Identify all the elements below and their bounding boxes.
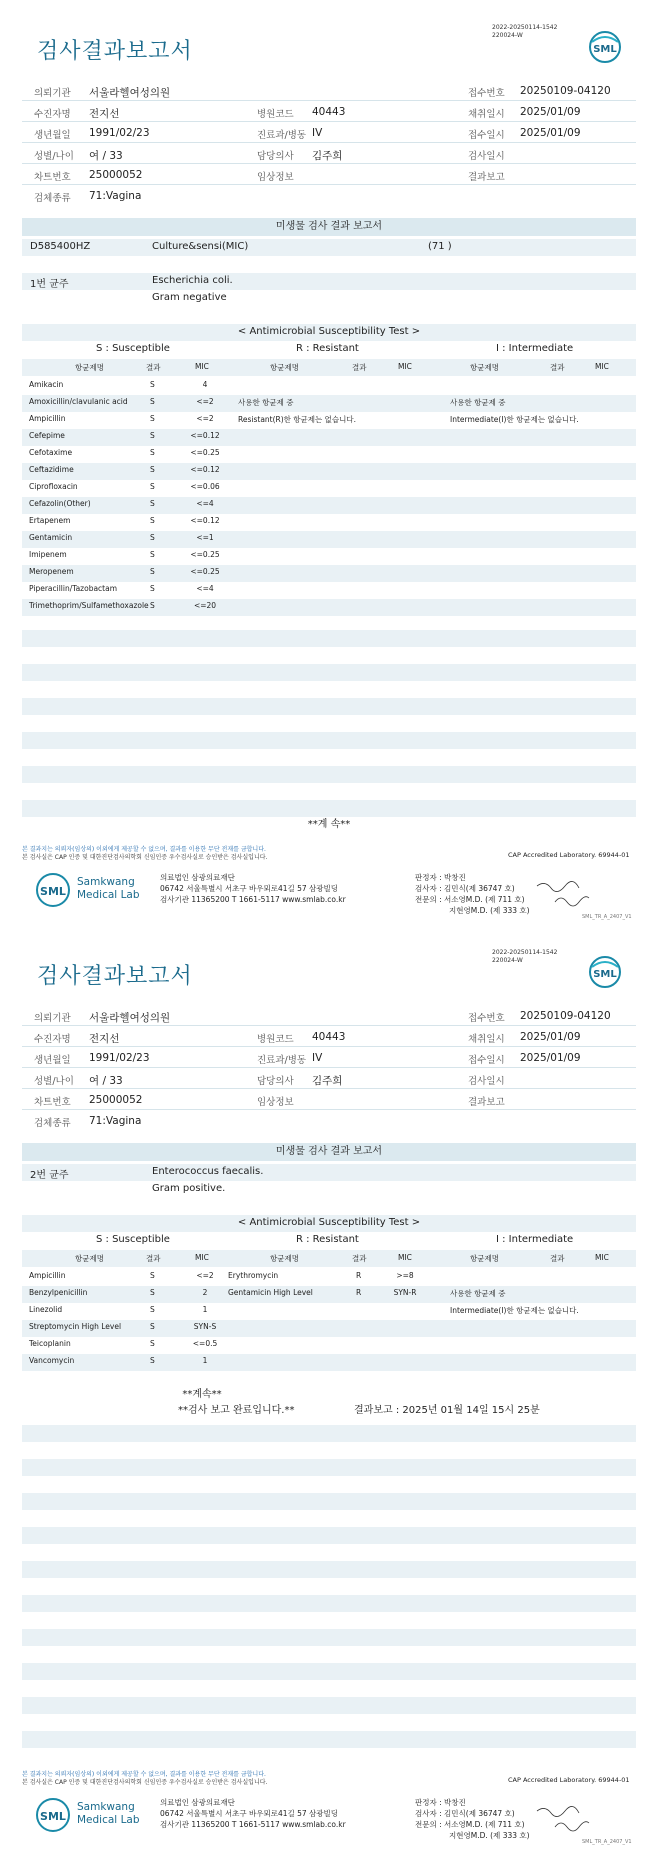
legend-susceptible: S : Susceptible (96, 1234, 170, 1245)
document-number: 2022-20250114-1542 220024-W (492, 24, 558, 39)
legend-resistant: R : Resistant (296, 343, 359, 354)
test-code: D585400HZ (30, 241, 91, 252)
row-band (22, 1354, 636, 1371)
drug-mic: <=2 (196, 1271, 214, 1280)
patient-info: 의뢰기관 서울라헬여성의원 접수번호 20250109-04120 수진자명 전지선 병원코드 40443 채취일시 2025/01/09 생년월일 1991/02/23 진료과/병동 IV 접수일시 2025/01/09 성별/나이 여 / 33 담당의사 김주희 검사일시 차트번호 25000052 임상정보 결과보고 검체종류 71:Vagina (22, 1005, 636, 1131)
drug-result: S (150, 1305, 155, 1314)
column-header: 결과 (146, 363, 161, 372)
drug-name: Trimethoprim/Sulfamethoxazole (29, 601, 149, 610)
column-header: 항균제명 (470, 1254, 499, 1263)
drug-result: S (150, 533, 155, 542)
empty-row-band (22, 1493, 636, 1510)
column-header: 결과 (352, 363, 367, 372)
form-version: SML_TR_A_2407_V1 (582, 914, 632, 920)
drug-mic: 1 (202, 1305, 208, 1314)
ast-title: < Antimicrobial Susceptibility Test > (237, 1217, 421, 1228)
empty-row-band (22, 732, 636, 749)
drug-result: S (150, 414, 155, 423)
row-band (22, 497, 636, 514)
column-header: 항균제명 (470, 363, 499, 372)
report-title: 검사결과보고서 (37, 964, 193, 989)
drug-result: S (150, 448, 155, 457)
drug-mic: <=0.12 (190, 516, 220, 525)
micro-section-bar: 미생물 검사 결과 보고서 (22, 218, 636, 236)
drug-name: Amikacin (29, 380, 64, 389)
drug-name: Gentamicin (29, 533, 73, 542)
footer-notice-1: 본 결과지는 의뢰자(임상의) 이외에게 제공할 수 없으며, 결과를 이용한 무단 전재를 금합니다. (22, 1771, 266, 1778)
empty-row-band (22, 1731, 636, 1748)
drug-result: S (150, 397, 155, 406)
drug-mic: <=4 (196, 584, 214, 593)
drug-result: S (150, 1339, 155, 1348)
drug-mic: 1 (202, 1356, 208, 1365)
empty-row-band (22, 1425, 636, 1442)
drug-name: Ampicillin (29, 1271, 66, 1280)
drug-name: Teicoplanin (29, 1339, 71, 1348)
empty-row-band (22, 1697, 636, 1714)
empty-row-band (22, 1527, 636, 1544)
empty-row-band (22, 1663, 636, 1680)
drug-result: S (150, 499, 155, 508)
column-header: MIC (595, 362, 609, 371)
sml-footer-logo: SML Samkwang Medical Lab (35, 870, 145, 910)
form-version: SML_TR_A_2407_V1 (582, 1839, 632, 1845)
footer-notice-1: 본 결과지는 의뢰자(임상의) 이외에게 제공할 수 없으며, 결과를 이용한 무단 전재를 금합니다. (22, 846, 266, 853)
continued-text: **계속** (182, 1389, 222, 1400)
intermediate-note-1: 사용한 항균제 중 (450, 398, 506, 407)
cap-accreditation: CAP Accredited Laboratory. 69944-01 (508, 851, 630, 859)
drug-name: Vancomycin (29, 1356, 75, 1365)
drug-result: R (356, 1288, 362, 1297)
resistant-note-2: Resistant(R)한 항균제는 없습니다. (238, 415, 357, 424)
legend-susceptible: S : Susceptible (96, 343, 170, 354)
drug-result: S (150, 431, 155, 440)
legend-resistant: R : Resistant (296, 1234, 359, 1245)
sml-footer-logo: SML Samkwang Medical Lab (35, 1795, 145, 1835)
sml-footer-icon (35, 872, 71, 908)
isolate-2-label: 2번 균주 (30, 1170, 69, 1181)
drug-name: Cefazolin(Other) (29, 499, 91, 508)
empty-row-band (22, 1459, 636, 1476)
drug-mic: <=0.25 (190, 550, 220, 559)
column-header: 항균제명 (75, 363, 104, 372)
svg-text:SML: SML (40, 885, 66, 898)
drug-mic: 2 (202, 1288, 208, 1297)
drug-mic: <=4 (196, 499, 214, 508)
column-header: 결과 (550, 363, 565, 372)
isolate-1-gram: Gram negative (152, 292, 227, 303)
intermediate-note-2: Intermediate(I)한 항균제는 없습니다. (450, 415, 579, 424)
drug-result: S (150, 1322, 155, 1331)
svg-text:SML: SML (593, 969, 617, 980)
row-band (22, 531, 636, 548)
test-name: Culture&sensi(MIC) (152, 241, 249, 252)
column-header: MIC (595, 1253, 609, 1262)
empty-row-band (22, 1629, 636, 1646)
drug-name: Gentamicin High Level (228, 1288, 313, 1297)
column-header: 항균제명 (270, 1254, 299, 1263)
drug-result: S (150, 1288, 155, 1297)
drug-name: Ceftazidime (29, 465, 74, 474)
row-band (22, 429, 636, 446)
drug-mic: <=1 (196, 533, 214, 542)
drug-result: S (150, 550, 155, 559)
sml-logo-icon (588, 955, 622, 989)
micro-section-bar: 미생물 검사 결과 보고서 (22, 1143, 636, 1161)
patient-info: 의뢰기관 서울라헬여성의원 접수번호 20250109-04120 수진자명 전지선 병원코드 40443 채취일시 2025/01/09 생년월일 1991/02/23 진료과/병동 IV 접수일시 2025/01/09 성별/나이 여 / 33 담당의사 김주희 검사일시 차트번호 25000052 임상정보 결과보고 검체종류 71:Vagina (22, 80, 636, 206)
empty-row-band (22, 1561, 636, 1578)
cap-accreditation: CAP Accredited Laboratory. 69944-01 (508, 1776, 630, 1784)
footer-signatures: 판정자 : 박창진 검사자 : 김민식(제 36747 호) 전문의 : 서소영M.D. (제 711 호) 지현영M.D. (제 333 호) (415, 873, 530, 915)
drug-name: Amoxicillin/clavulanic acid (29, 397, 128, 406)
drug-result: R (356, 1271, 362, 1280)
drug-mic: >=8 (396, 1271, 414, 1280)
drug-mic: <=2 (196, 414, 214, 423)
footer-signatures: 판정자 : 박창진 검사자 : 김민식(제 36747 호) 전문의 : 서소영M.D. (제 711 호) 지현영M.D. (제 333 호) (415, 1798, 530, 1840)
isolate-1-name: Escherichia coli. (152, 275, 233, 286)
isolate-2-gram: Gram positive. (152, 1183, 226, 1194)
report-complete-text: **검사 보고 완료입니다.** (178, 1405, 295, 1416)
drug-name: Cefotaxime (29, 448, 73, 457)
drug-mic: SYN-S (193, 1322, 217, 1331)
resistant-note-1: 사용한 항균제 중 (238, 398, 294, 407)
drug-name: Imipenem (29, 550, 67, 559)
empty-row-band (22, 664, 636, 681)
drug-result: S (150, 465, 155, 474)
test-number: (71 ) (428, 241, 452, 252)
continued-text: **계 속** (307, 819, 351, 830)
drug-mic: <=0.5 (192, 1339, 218, 1348)
drug-name: Meropenem (29, 567, 74, 576)
column-header: 결과 (352, 1254, 367, 1263)
drug-name: Ampicillin (29, 414, 66, 423)
column-header: MIC (398, 362, 412, 371)
drug-name: Ertapenem (29, 516, 71, 525)
signature-scribble-icon (535, 880, 595, 912)
column-header: MIC (195, 362, 209, 371)
legend-intermediate: I : Intermediate (496, 343, 574, 354)
footer-notice-2: 본 검사실은 CAP 인증 및 대한진단검사의학회 신임인증 우수검사실로 승인받은 검사실입니다. (22, 1779, 268, 1786)
drug-mic: <=0.12 (190, 431, 220, 440)
drug-name: Benzylpenicillin (29, 1288, 88, 1297)
drug-result: S (150, 567, 155, 576)
row-band (22, 463, 636, 480)
sml-logo-icon (588, 30, 622, 64)
drug-mic: 4 (202, 380, 208, 389)
drug-result: S (150, 1271, 155, 1280)
drug-name: Ciprofloxacin (29, 482, 78, 491)
drug-result: S (150, 380, 155, 389)
column-header: 항균제명 (270, 363, 299, 372)
sml-footer-icon (35, 1797, 71, 1833)
drug-name: Piperacillin/Tazobactam (29, 584, 118, 593)
svg-text:SML: SML (40, 1810, 66, 1823)
drug-mic: <=0.25 (190, 448, 220, 457)
drug-mic: <=0.06 (190, 482, 220, 491)
drug-mic: <=2 (196, 397, 214, 406)
drug-name: Linezolid (29, 1305, 63, 1314)
drug-mic: SYN-R (393, 1288, 417, 1297)
isolate-1-label: 1번 균주 (30, 279, 69, 290)
report-title: 검사결과보고서 (37, 39, 193, 64)
empty-row-band (22, 630, 636, 647)
empty-row-band (22, 766, 636, 783)
column-header: 항균제명 (75, 1254, 104, 1263)
legend-intermediate: I : Intermediate (496, 1234, 574, 1245)
drug-result: S (150, 516, 155, 525)
document-number: 2022-20250114-1542 220024-W (492, 949, 558, 964)
column-header: MIC (398, 1253, 412, 1262)
drug-mic: <=0.25 (190, 567, 220, 576)
drug-result: S (150, 1356, 155, 1365)
result-report-time: 결과보고 : 2025년 01월 14일 15시 25분 (354, 1405, 540, 1416)
isolate-2-name: Enterococcus faecalis. (152, 1166, 264, 1177)
intermediate-note-1: 사용한 항균제 중 (450, 1289, 506, 1298)
intermediate-note-2: Intermediate(I)한 항균제는 없습니다. (450, 1306, 579, 1315)
drug-result: S (150, 584, 155, 593)
row-band (22, 565, 636, 582)
footer-address: 의료법인 삼광의료재단 06742 서울특별시 서초구 바우뫼로41길 57 삼광빌딩 검사기관 11365200 T 1661-5117 www.smlab.co.kr (160, 1798, 346, 1829)
column-header: 결과 (550, 1254, 565, 1263)
ast-title: < Antimicrobial Susceptibility Test > (237, 326, 421, 337)
footer-notice-2: 본 검사실은 CAP 인증 및 대한진단검사의학회 신임인증 우수검사실로 승인받은 검사실입니다. (22, 854, 268, 861)
row-band (22, 1286, 636, 1303)
drug-result: S (150, 482, 155, 491)
drug-name: Erythromycin (228, 1271, 279, 1280)
report-page-2 (0, 925, 655, 1850)
drug-name: Streptomycin High Level (29, 1322, 122, 1331)
drug-mic: <=20 (193, 601, 217, 610)
column-header: MIC (195, 1253, 209, 1262)
empty-row-band (22, 698, 636, 715)
column-header: 결과 (146, 1254, 161, 1263)
drug-mic: <=0.12 (190, 465, 220, 474)
svg-text:SML: SML (593, 44, 617, 55)
drug-name: Cefepime (29, 431, 65, 440)
footer-address: 의료법인 삼광의료재단 06742 서울특별시 서초구 바우뫼로41길 57 삼광빌딩 검사기관 11365200 T 1661-5117 www.smlab.co.kr (160, 873, 346, 904)
drug-result: S (150, 601, 155, 610)
signature-scribble-icon (535, 1805, 595, 1837)
empty-row-band (22, 1595, 636, 1612)
